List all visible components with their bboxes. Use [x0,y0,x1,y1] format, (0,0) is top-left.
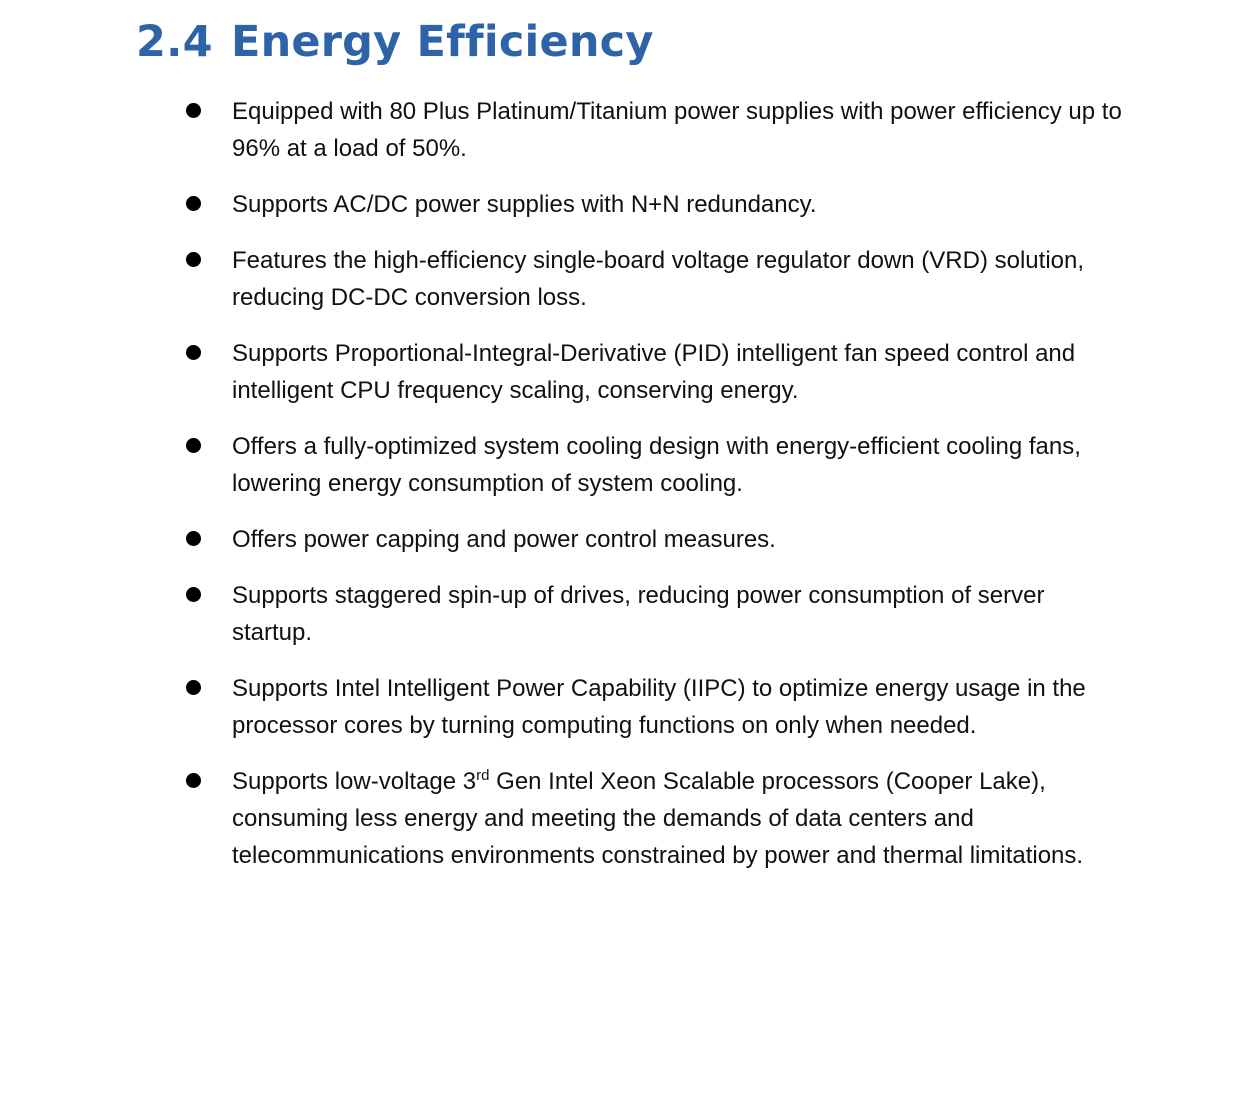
bullet-icon [186,438,201,453]
list-item [186,577,1126,651]
list-item-text: Supports Intel Intelligent Power Capability (IIPC) to optimize energy usage in the processor cores by turning computing functions on only when needed. [232,675,1086,739]
list-item [186,242,1126,316]
section-title: Energy Efficiency [231,17,654,67]
list-item [186,521,1126,558]
list-item [186,428,1126,502]
list-item-text: Supports AC/DC power supplies with N+N redundancy. [232,191,817,218]
bullet-icon [186,103,201,118]
list-item-text: Offers power capping and power control measures. [232,526,776,553]
list-item [186,335,1126,409]
list-item-text: Equipped with 80 Plus Platinum/Titanium power supplies with power efficiency up to 96% at a load of 50%. [232,98,1122,162]
bullet-icon [186,531,201,546]
bullet-icon [186,196,201,211]
bullet-icon [186,773,201,788]
section-number: 2.4 [136,17,213,67]
bullet-icon [186,345,201,360]
list-item [186,93,1126,167]
section-heading [136,12,654,72]
list-item [186,186,1126,223]
list-item-text-end: Gen Intel Xeon Scalable processors (Cooper Lake), consuming less energy and meeting the demands of data centers and telecommunications environments constrained by power and thermal limitations. [232,768,1084,869]
list-item-text [232,768,1083,869]
bullet-icon [186,587,201,602]
list-item-text-start: Supports low-voltage 3 [232,768,477,795]
list-item-text: Supports Proportional-Integral-Derivative (PID) intelligent fan speed control and intelligent CPU frequency scaling, conserving energy. [232,340,1076,404]
list-item-text: Supports staggered spin-up of drives, reducing power consumption of server startup. [232,582,1045,646]
bullet-icon [186,252,201,267]
list-item [186,763,1126,874]
list-item [186,670,1126,744]
list-item-text: Features the high-efficiency single-board voltage regulator down (VRD) solution, reducing DC-DC conversion loss. [232,247,1085,311]
list-item-text: Offers a fully-optimized system cooling design with energy-efficient cooling fans, lowering energy consumption of system cooling. [232,433,1081,497]
bullet-icon [186,680,201,695]
bullet-list [186,93,1126,893]
ordinal-superscript: rd [476,767,490,784]
